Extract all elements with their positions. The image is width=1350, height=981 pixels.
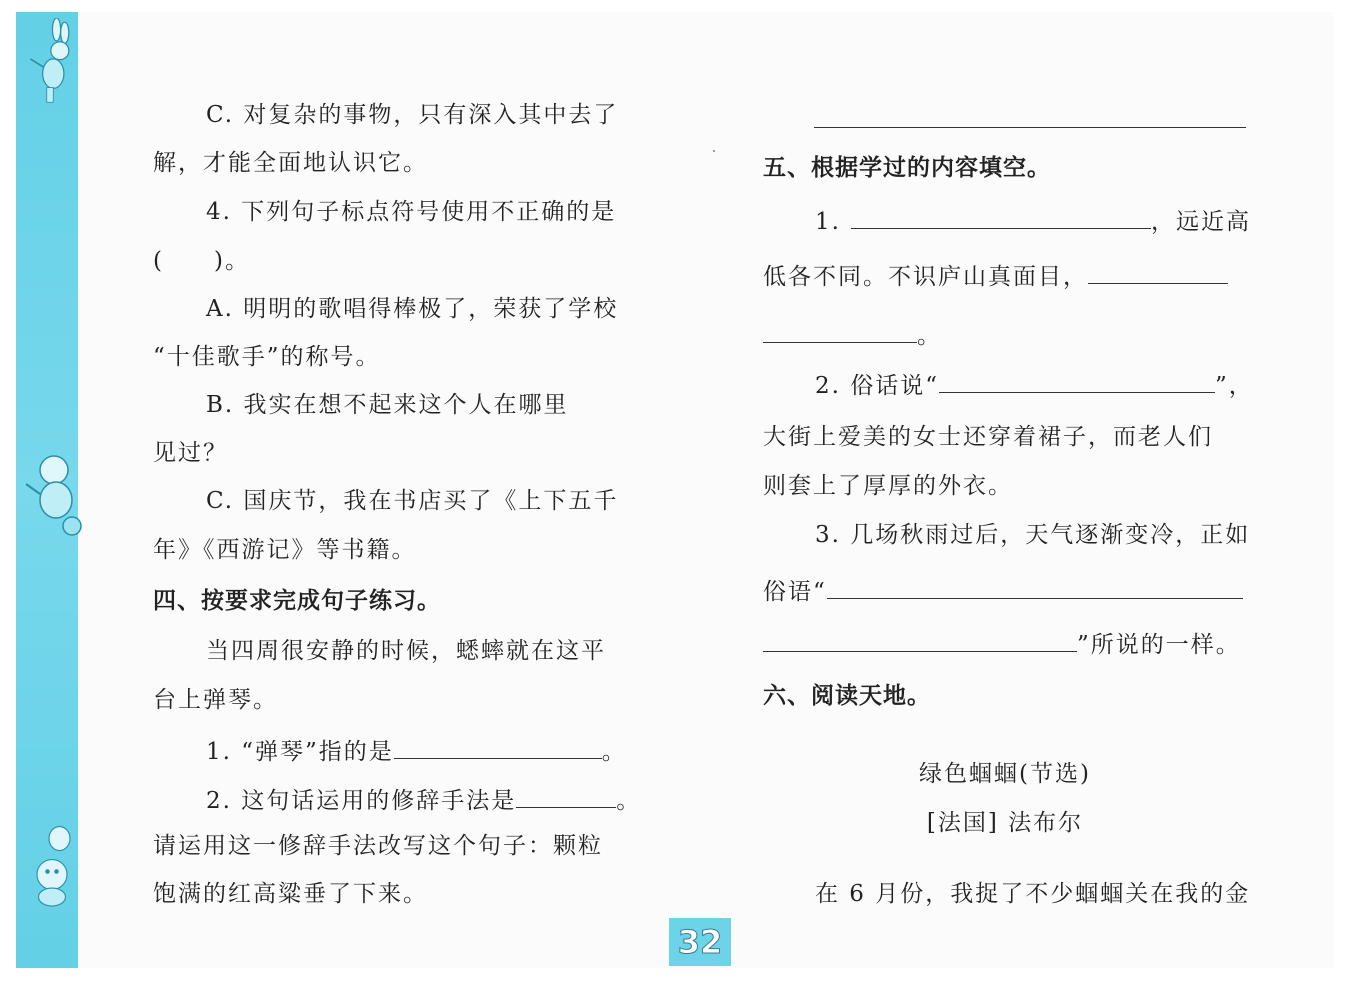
section-4-heading: 四、按要求完成句子练习。 <box>153 588 441 614</box>
question-1-end: 。 <box>601 739 627 765</box>
rabbit-cartoon-icon <box>20 18 80 108</box>
question-1-text: 1. “弹琴”指的是 <box>206 739 394 765</box>
question-4-line1: 4. 下列句子标点符号使用不正确的是 <box>206 199 617 225</box>
fill-1-number: 1. <box>815 209 841 235</box>
fill-blank-6[interactable] <box>763 627 1077 652</box>
fill-blank-4[interactable] <box>939 368 1215 393</box>
fill-3-text: 俗语“ <box>763 579 827 605</box>
fill-1-period: 。 <box>917 323 942 349</box>
option-b-line1: B. 我实在想不起来这个人在哪里 <box>206 392 569 418</box>
fill-2-line2: 大街上爱美的女士还穿着裙子，而老人们 <box>763 424 1213 450</box>
fill-2-text: 2. 俗话说“ <box>815 373 940 399</box>
raccoon-cartoon-icon <box>22 448 82 538</box>
passage-line2: 台上弹琴。 <box>153 687 278 713</box>
option-c-line2: 解，才能全面地认识它。 <box>153 150 428 176</box>
answer-blank-1[interactable] <box>394 734 602 759</box>
fill-3-line1: 3. 几场秋雨过后，天气逐渐变冷，正如 <box>815 522 1251 548</box>
option-a-line1: A. 明明的歌唱得棒极了，荣获了学校 <box>206 296 619 322</box>
fill-3-end: ”所说的一样。 <box>1077 632 1241 658</box>
fill-1-end: ，远近高 <box>1150 209 1251 235</box>
rewrite-instruction-line2: 饱满的红高粱垂了下来。 <box>153 881 428 907</box>
question-2-text: 2. 这句话运用的修辞手法是 <box>206 788 517 814</box>
fill-1-text: 低各不同。不识庐山真面目， <box>763 264 1088 290</box>
question-4-answer-paren: ( )。 <box>153 248 250 274</box>
reading-title: 绿色蝈蝈(节选) <box>919 761 1091 787</box>
page-number-badge: 32 <box>669 918 731 966</box>
question-2-line <box>206 783 641 816</box>
fill-1-line3 <box>763 318 942 351</box>
reading-first-line: 在 6 月份，我捉了不少蝈蝈关在我的金 <box>815 881 1251 907</box>
option-c-line1: C. 对复杂的事物，只有深入其中去了 <box>206 102 619 128</box>
option-c2-line2: 年》《西游记》等书籍。 <box>153 537 417 563</box>
fold-mark <box>713 150 715 152</box>
fill-2-line1 <box>815 368 1254 401</box>
answer-line-top[interactable] <box>814 127 1246 128</box>
section-5-heading: 五、根据学过的内容填空。 <box>763 155 1051 181</box>
passage-line1: 当四周很安静的时候，蟋蟀就在这平 <box>206 638 606 664</box>
question-2-end: 。 <box>616 788 642 814</box>
fill-3-line2 <box>763 574 1243 607</box>
fill-3-line3 <box>763 627 1241 660</box>
option-b-line2: 见过？ <box>153 440 228 466</box>
fill-blank-3[interactable] <box>763 318 917 343</box>
fill-blank-1[interactable] <box>851 204 1151 229</box>
fill-1-line1 <box>815 204 1251 237</box>
fill-blank-5[interactable] <box>827 574 1243 599</box>
tiger-cartoon-icon <box>22 822 82 912</box>
question-1-line <box>206 734 627 767</box>
reading-author: [法国] 法布尔 <box>926 810 1084 836</box>
fill-2-end: ”， <box>1215 373 1254 399</box>
fill-2-line3: 则套上了厚厚的外衣。 <box>763 473 1013 499</box>
fill-1-line2 <box>763 259 1228 292</box>
fill-blank-2[interactable] <box>1088 259 1228 284</box>
answer-blank-2[interactable] <box>516 783 616 808</box>
option-a-line2: “十佳歌手”的称号。 <box>153 344 381 370</box>
rewrite-instruction-line1: 请运用这一修辞手法改写这个句子：颗粒 <box>153 833 603 859</box>
option-c2-line1: C. 国庆节，我在书店买了《上下五千 <box>206 488 619 514</box>
section-6-heading: 六、阅读天地。 <box>763 683 931 709</box>
